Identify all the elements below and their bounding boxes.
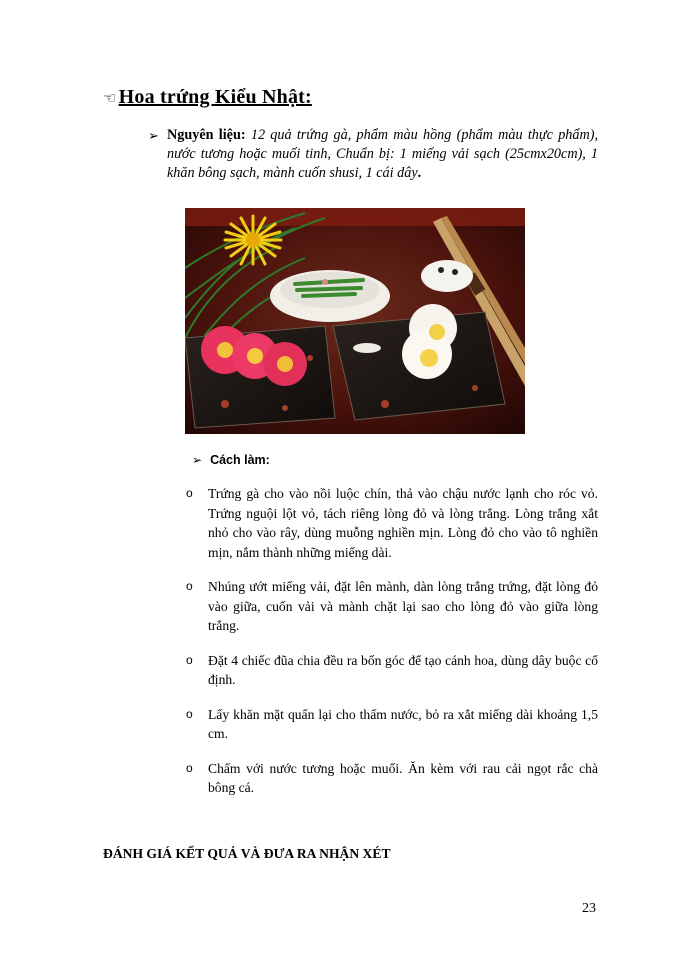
section-heading: [103, 86, 312, 109]
page-number: 23: [582, 901, 596, 916]
step-text: Nhúng ướt miếng vải, đặt lên mành, dàn lòng trắng trứng, đặt lòng đỏ vào giữa, cuốn vải và mành chặt lại sao cho lòng đỏ vào giữa lòng trắng.: [208, 579, 598, 633]
circle-bullet-icon: o: [186, 706, 193, 721]
ingredients-text: 12 quả trứng gà, phẩm màu hồng (phẩm màu thực phẩm), nước tương hoặc muối tinh, Chuẩn bị: 1 miếng vải sạch (25cmx20cm), 1 khăn bông sạch, mành cuốn shusi, 1 cái dây: [167, 127, 598, 181]
ingredients-end: .: [417, 165, 422, 181]
step-text: Trứng gà cho vào nồi luộc chín, thả vào chậu nước lạnh cho róc vỏ. Trứng nguội lột vỏ, tách riêng lòng đỏ và lòng trắng. Lòng trắng xắt nhỏ cho vào rây, dùng muỗng nghiền mịn. Lòng đỏ cho vào tô nghiền mịn, nắm thành những miếng dài.: [208, 486, 598, 560]
ingredients-paragraph: [148, 126, 598, 183]
food-photo: [185, 208, 525, 434]
ingredients-body: [167, 126, 598, 183]
method-heading: [192, 453, 270, 467]
pointing-hand-icon: ☜: [103, 91, 117, 107]
step-text: Đặt 4 chiếc đũa chia đều ra bốn góc để tạo cánh hoa, dùng dây buộc cố định.: [208, 652, 598, 687]
arrow-bullet-icon: ➢: [148, 128, 159, 143]
list-item: [186, 577, 598, 636]
method-label: Cách làm:: [210, 453, 270, 467]
list-item: [186, 651, 598, 690]
assessment-heading: ĐÁNH GIÁ KẾT QUẢ VÀ ĐƯA RA NHẬN XÉT: [103, 846, 391, 861]
step-text: Lấy khăn mặt quấn lại cho thấm nước, bỏ ra xắt miếng dài khoảng 1,5 cm.: [208, 706, 598, 741]
ingredients-label: Nguyên liệu:: [167, 127, 246, 143]
steps-list: [186, 484, 598, 813]
arrow-bullet-icon: ➢: [192, 453, 203, 467]
list-item: [186, 759, 598, 798]
circle-bullet-icon: o: [186, 579, 193, 593]
heading-title: Hoa trứng Kiểu Nhật:: [118, 86, 312, 108]
circle-bullet-icon: o: [186, 486, 193, 500]
list-item: [186, 484, 598, 562]
list-item: [186, 705, 598, 744]
circle-bullet-icon: o: [186, 760, 193, 775]
circle-bullet-icon: o: [186, 652, 193, 667]
step-text: Chấm với nước tương hoặc muối. Ăn kèm với rau cải ngọt rắc chà bông cá.: [208, 760, 598, 795]
